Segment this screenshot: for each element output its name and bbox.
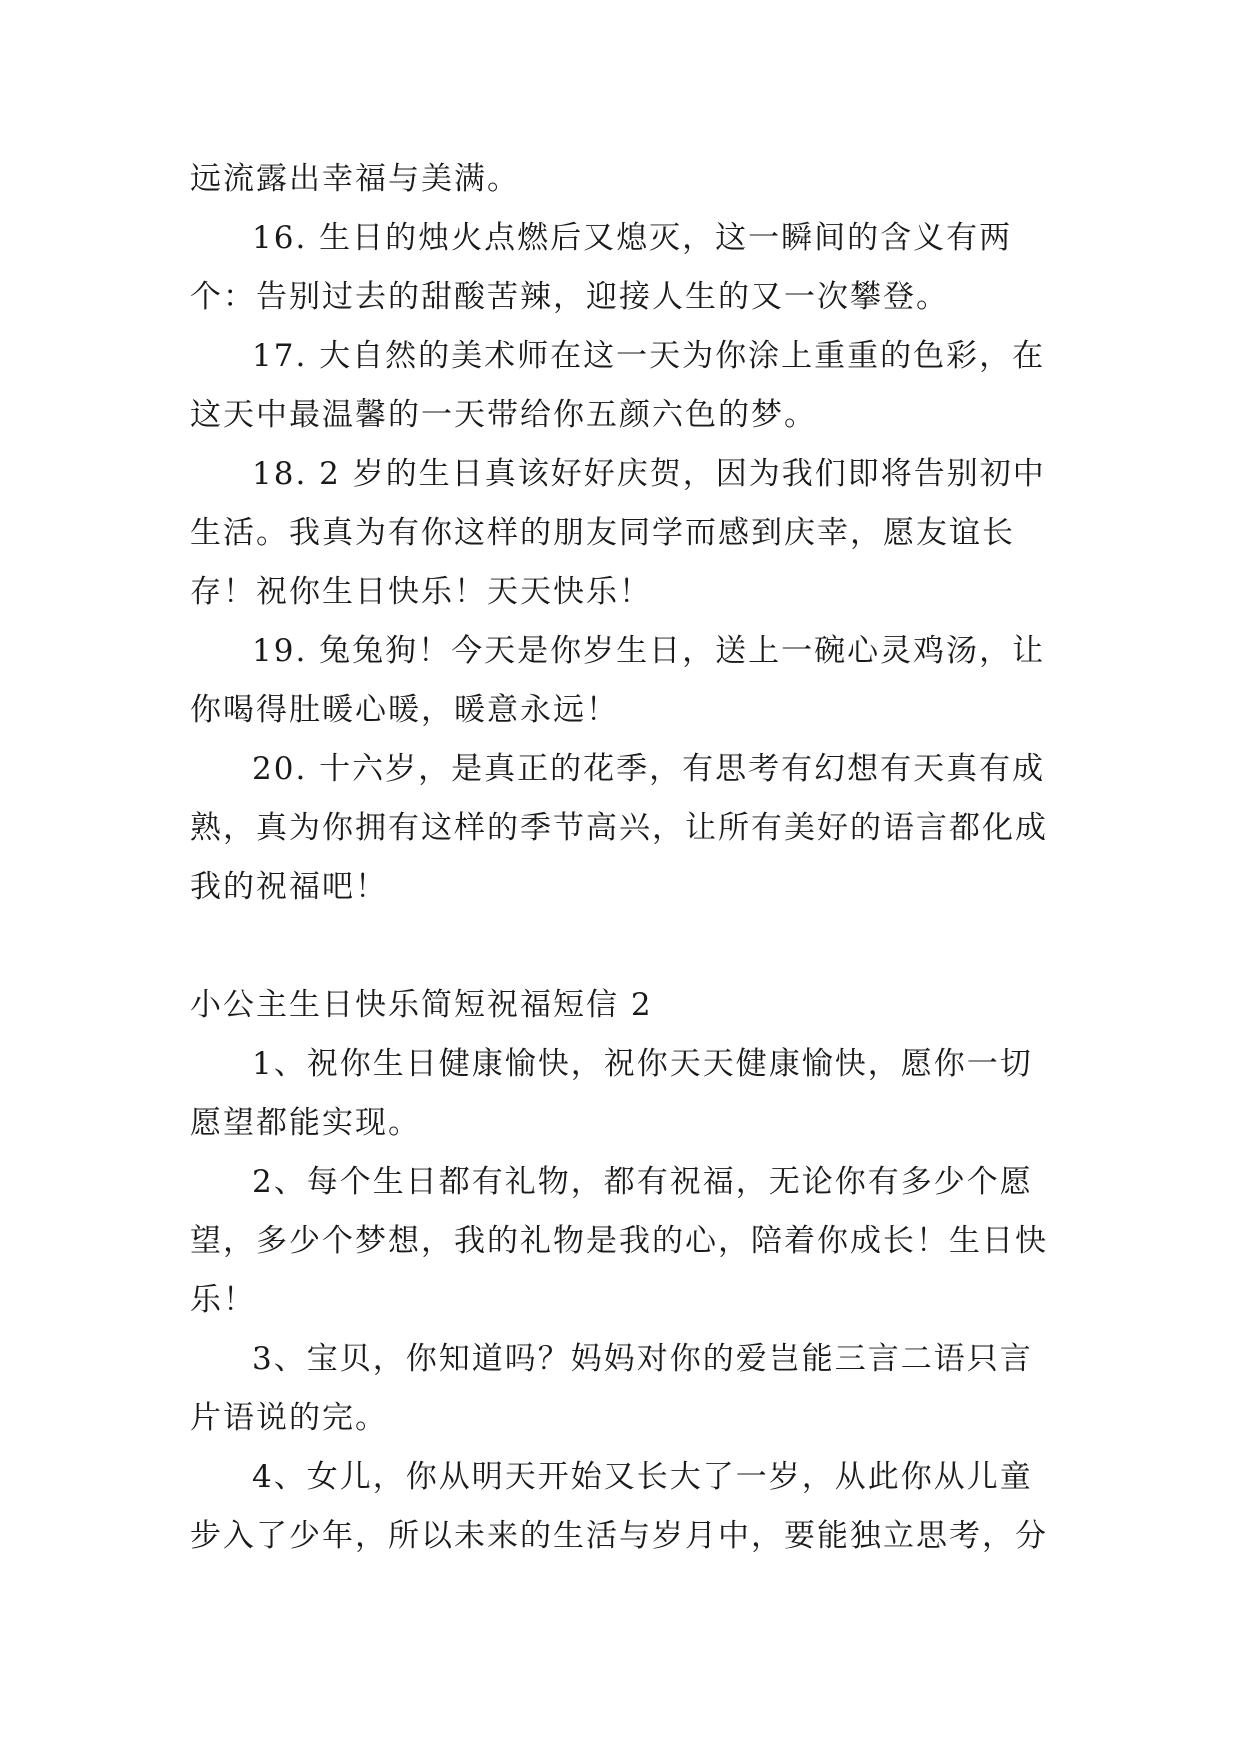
continuation-paragraph: 远流露出幸福与美满。 (190, 161, 520, 197)
wish-item-20: 20. 十六岁，是真正的花季，有思考有幻想有天真有成熟，真为你拥有这样的季节高兴，让所有美好的语言都化成我的祝福吧！ (190, 751, 1048, 905)
wish-item-4: 4、女儿，你从明天开始又长大了一岁，从此你从儿童步入了少年，所以未来的生活与岁月中，要能独立思考，分 (190, 1459, 1048, 1554)
wish-item-18: 18. 2 岁的生日真该好好庆贺，因为我们即将告别初中生活。我真为有你这样的朋友同学而感到庆幸，愿友谊长存！祝你生日快乐！天天快乐！ (190, 456, 1046, 610)
wish-item-2: 2、每个生日都有礼物，都有祝福，无论你有多少个愿望，多少个梦想，我的礼物是我的心，陪着你成长！生日快乐！ (190, 1164, 1048, 1318)
wish-item-3: 3、宝贝，你知道吗？妈妈对你的爱岂能三言二语只言片语说的完。 (190, 1341, 1033, 1436)
wish-item-16: 16. 生日的烛火点燃后又熄灭，这一瞬间的含义有两个：告别过去的甜酸苦辣，迎接人生的又一次攀登。 (190, 220, 1013, 315)
section-heading: 小公主生日快乐简短祝福短信 2 (190, 987, 653, 1023)
wish-item-1: 1、祝你生日健康愉快，祝你天天健康愉快，愿你一切愿望都能实现。 (190, 1046, 1033, 1141)
document-body (190, 150, 1052, 1566)
wish-item-19: 19. 兔兔狗！今天是你岁生日，送上一碗心灵鸡汤，让你喝得肚暖心暖，暖意永远！ (190, 633, 1046, 728)
wish-item-17: 17. 大自然的美术师在这一天为你涂上重重的色彩，在这天中最温馨的一天带给你五颜六色的梦。 (190, 338, 1046, 433)
